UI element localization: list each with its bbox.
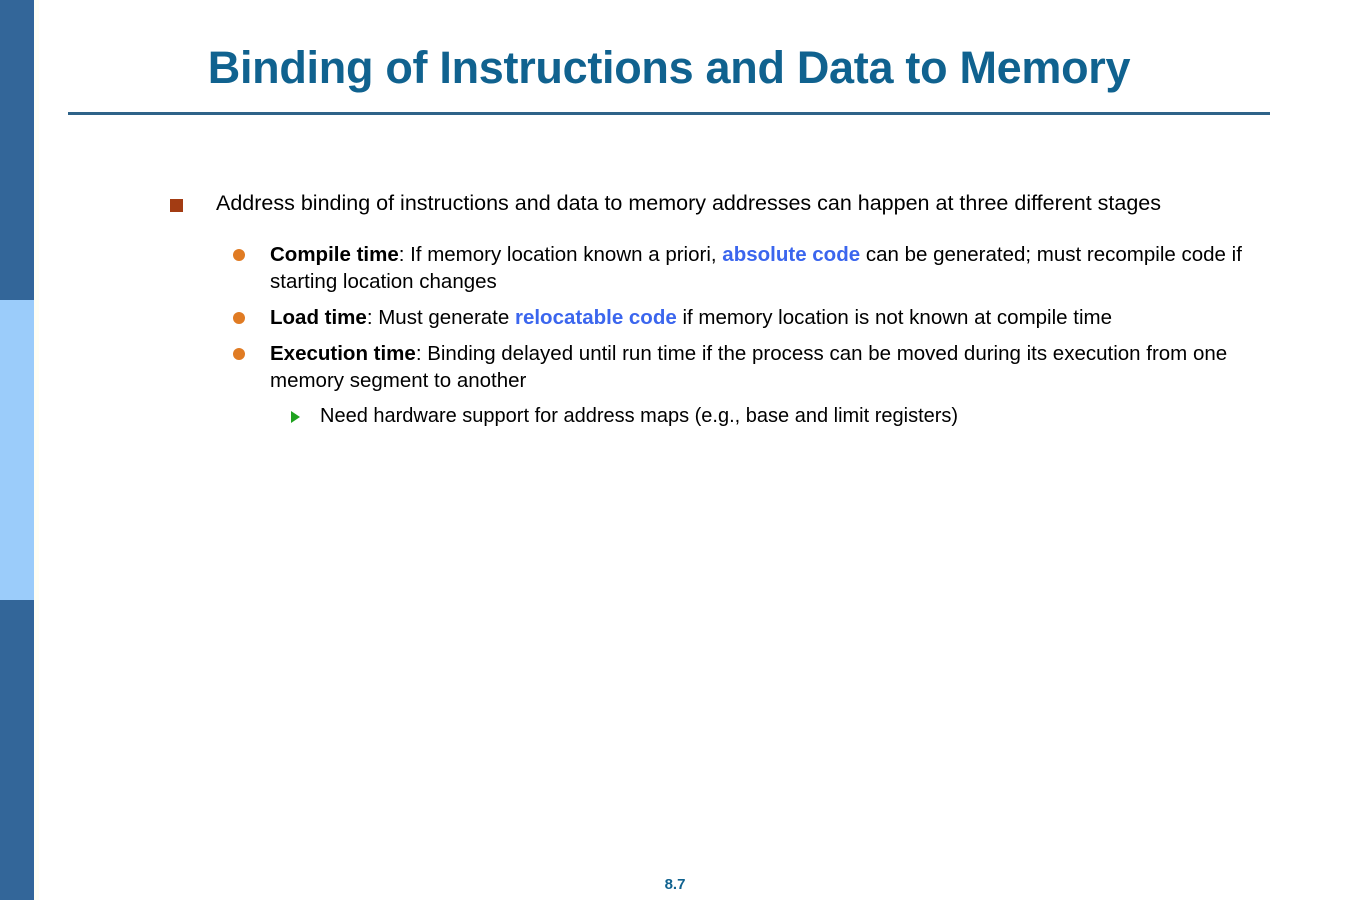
- bullet-level3-hardware-support: [0, 403, 1350, 429]
- title-block: [68, 44, 1270, 93]
- highlight-relocatable-code: relocatable code: [514, 306, 677, 330]
- term-execution-time: Execution time: [270, 342, 416, 366]
- dot-bullet-icon: [233, 249, 245, 261]
- compile-time-part2: can be generated; must recompile code if starting location changes: [270, 242, 1242, 293]
- bullet-level1-address-binding: [0, 190, 1350, 218]
- bullet-compile-time-text: [270, 243, 1242, 293]
- bullet-level2-execution-time: [0, 340, 1350, 394]
- load-time-part1: : Must generate: [366, 306, 515, 330]
- bullet-execution-time-text: [270, 342, 1227, 392]
- highlight-absolute-code: absolute code: [722, 242, 861, 266]
- title-divider: [68, 112, 1270, 115]
- bullet-level3-text: Need hardware support for address maps (e.g., base and limit registers): [320, 405, 959, 428]
- bullet-level1-text: Address binding of instructions and data to memory addresses can happen at three different stages: [216, 191, 1161, 215]
- left-sidebar: [0, 0, 34, 900]
- spacer: [0, 227, 1350, 241]
- bullet-level2-load-time: [0, 304, 1350, 331]
- page-title: Binding of Instructions and Data to Memory: [207, 42, 1131, 93]
- term-load-time: Load time: [270, 306, 367, 330]
- bullet-load-time-text: [270, 306, 1112, 329]
- square-bullet-icon: [170, 199, 183, 212]
- dot-bullet-icon: [233, 348, 245, 360]
- slide-body: [0, 190, 1350, 438]
- page-number: 8.7: [664, 876, 686, 893]
- triangle-bullet-icon: [291, 411, 300, 423]
- sidebar-edge-stripe: [34, 0, 39, 900]
- sidebar-band-bottom: [0, 600, 34, 900]
- bullet-level2-compile-time: [0, 241, 1350, 295]
- dot-bullet-icon: [233, 312, 245, 324]
- execution-time-part1: : Binding delayed until run time if the process can be moved during its execution from one memory segment to another: [270, 342, 1228, 393]
- term-compile-time: Compile time: [270, 242, 399, 266]
- compile-time-part1: : If memory location known a priori,: [398, 242, 723, 266]
- load-time-part2: if memory location is not known at compile time: [676, 306, 1112, 330]
